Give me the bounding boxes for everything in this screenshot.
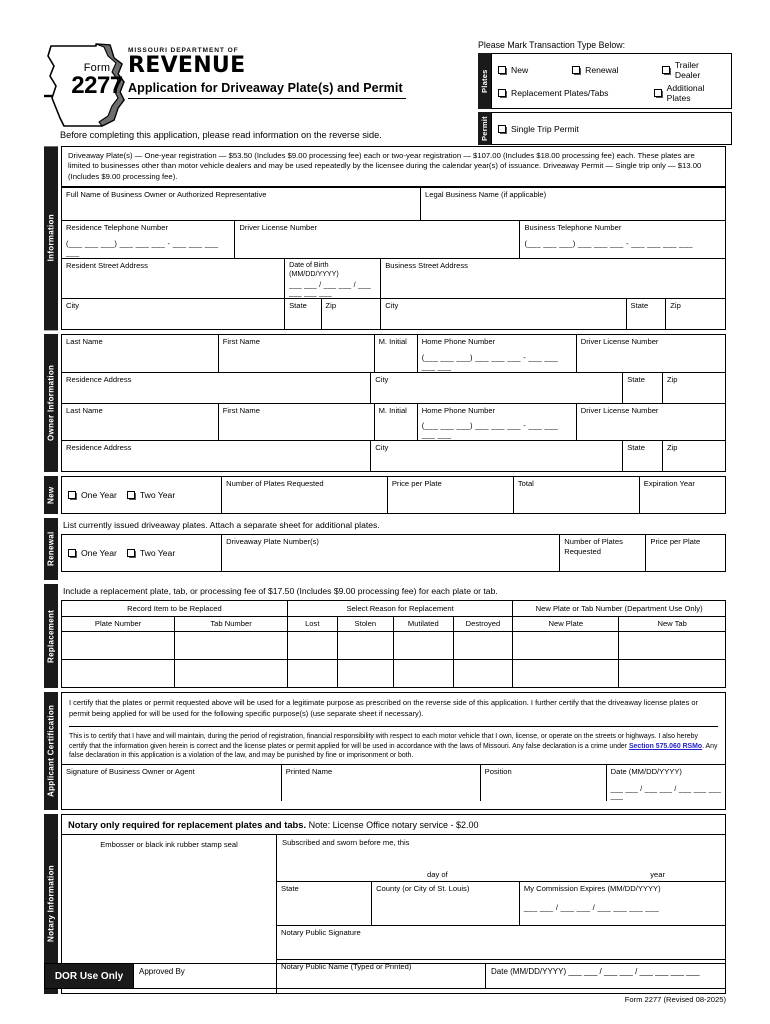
field-business-telephone-number[interactable] xyxy=(519,221,725,257)
notary-heading-bold: Notary only required for replacement plates and tabs. xyxy=(68,819,307,831)
checkbox-icon[interactable] xyxy=(68,549,76,557)
plates-transaction-row xyxy=(478,53,732,109)
field-label: Driver License Number xyxy=(580,405,659,415)
field-owner2-first-name[interactable] xyxy=(218,404,374,440)
field-legal-business-name[interactable] xyxy=(420,188,725,220)
field-subscribed-sworn[interactable] xyxy=(277,835,725,881)
field-resident-zip[interactable] xyxy=(321,299,381,329)
owner1-row-address xyxy=(62,372,725,403)
certification-purpose-write-line[interactable] xyxy=(69,726,718,727)
table-row[interactable] xyxy=(62,659,725,687)
field-label: My Commission Expires (MM/DD/YYYY) xyxy=(523,884,661,894)
section-owner-information xyxy=(44,334,726,472)
cell-new-plate[interactable] xyxy=(513,659,619,687)
col-stolen: Stolen xyxy=(337,616,393,631)
field-resident-street-address[interactable] xyxy=(62,259,284,299)
checkbox-trailer-dealer-label: Trailer Dealer xyxy=(674,59,701,80)
col-new-plate: New Plate xyxy=(513,616,619,631)
title-underline xyxy=(128,98,406,99)
year-label: year xyxy=(650,870,665,880)
checkbox-additional-plates-label: Additional Plates xyxy=(666,82,705,103)
field-label: Total xyxy=(517,479,534,489)
cell-plate-number[interactable] xyxy=(62,631,175,659)
renewal-year-choice xyxy=(62,535,221,571)
checkbox-renewal-two-year[interactable] xyxy=(127,548,175,558)
dob-blank-line: ___ ___ / ___ ___ / ___ ___ ___ ___ xyxy=(289,281,371,298)
field-renewal-plate-numbers[interactable] xyxy=(221,535,559,571)
checkbox-icon[interactable] xyxy=(498,125,506,133)
cell-tab-number[interactable] xyxy=(175,631,288,659)
checkbox-renewal[interactable] xyxy=(572,60,662,80)
subscribed-label: Subscribed and sworn before me, this xyxy=(282,838,410,848)
section-tab-owner-information: Owner Information xyxy=(44,334,58,472)
field-owner1-first-name[interactable] xyxy=(218,335,374,371)
field-label: Position xyxy=(484,767,512,777)
field-owner1-residence-address[interactable] xyxy=(62,373,370,403)
page-header xyxy=(0,0,770,141)
new-year-choice xyxy=(62,477,221,513)
replacement-table xyxy=(62,601,725,687)
notary-heading xyxy=(62,815,725,835)
field-label: Residence Telephone Number xyxy=(66,223,169,233)
field-label: Price per Plate xyxy=(391,479,442,489)
phone-blank-line: (___ ___ ___) ___ ___ ___ - ___ ___ ___ ___ xyxy=(421,352,559,371)
col-lost: Lost xyxy=(287,616,337,631)
col-destroyed: Destroyed xyxy=(453,616,513,631)
form-sections xyxy=(44,146,726,998)
checkbox-icon[interactable] xyxy=(654,89,662,97)
field-dor-date[interactable] xyxy=(485,964,725,988)
cell-lost[interactable] xyxy=(287,659,337,687)
renewal-body xyxy=(61,518,726,580)
field-label: Last Name xyxy=(66,405,103,415)
field-label: Zip xyxy=(325,301,337,311)
section-tab-new: New xyxy=(44,476,58,514)
checkbox-renewal-one-year[interactable] xyxy=(68,548,117,558)
field-label: State xyxy=(627,443,645,453)
field-new-total[interactable] xyxy=(513,477,639,513)
checkbox-replacement-plates-tabs[interactable] xyxy=(498,83,654,103)
field-label: Residence Address xyxy=(66,443,132,453)
dor-use-only-bar xyxy=(44,963,726,989)
form-number-block xyxy=(62,62,132,100)
checkbox-new-one-year[interactable] xyxy=(68,490,117,500)
cell-tab-number[interactable] xyxy=(175,659,288,687)
section-tab-notary-information: Notary Information xyxy=(44,814,58,994)
cell-stolen[interactable] xyxy=(337,631,393,659)
checkbox-replacement-label: Replacement Plates/Tabs xyxy=(511,87,609,98)
form-number: 2277 xyxy=(71,72,123,99)
field-label: Home Phone Number xyxy=(421,405,496,415)
date-blank-line: ___ ___ / ___ ___ / ___ ___ ___ ___ xyxy=(610,785,722,800)
info-row-city-state-zip xyxy=(62,298,725,329)
page-title: Application for Driveaway Plate(s) and Permit xyxy=(128,81,403,95)
checkbox-icon[interactable] xyxy=(662,66,670,74)
field-label: Price per Plate xyxy=(650,537,701,547)
notary-sworn-row xyxy=(277,835,725,881)
field-label: Number of Plates Requested xyxy=(226,479,324,489)
field-commission-expires[interactable] xyxy=(519,882,725,925)
certification-paragraph-2 xyxy=(62,732,725,765)
notary-heading-rest: Note: License Office notary service - $2.00 xyxy=(306,820,479,831)
field-label: State xyxy=(289,301,307,311)
department-branding xyxy=(128,47,458,99)
checkbox-icon[interactable] xyxy=(498,66,506,74)
field-label: Residence Address xyxy=(66,374,132,384)
checkbox-icon[interactable] xyxy=(498,89,506,97)
checkbox-new[interactable] xyxy=(498,60,572,80)
date-blank-line: ___ ___ / ___ ___ / ___ ___ ___ ___ xyxy=(523,903,659,913)
field-residence-telephone-number[interactable] xyxy=(62,221,234,257)
field-owner2-last-name[interactable] xyxy=(62,404,218,440)
phone-blank-line: (___ ___ ___) ___ ___ ___ - ___ ___ ___ ___ xyxy=(66,238,219,257)
field-label: Zip xyxy=(666,443,678,453)
field-label: Zip xyxy=(666,374,678,384)
owner2-row-address xyxy=(62,440,725,471)
permit-side-tab: Permit xyxy=(478,112,491,145)
field-label: Home Phone Number xyxy=(421,337,496,347)
field-resident-city[interactable] xyxy=(62,299,284,329)
cell-stolen[interactable] xyxy=(337,659,393,687)
field-owner2-driver-license[interactable] xyxy=(576,404,725,440)
field-certification-date[interactable] xyxy=(606,765,725,800)
section-tab-information: Information xyxy=(44,146,58,330)
checkbox-renewal-label: Renewal xyxy=(585,64,619,75)
section-tab-applicant-certification: Applicant Certification xyxy=(44,692,58,810)
field-label: Business Telephone Number xyxy=(524,223,622,233)
renewal-table xyxy=(61,534,726,572)
field-label: Driver License Number xyxy=(239,223,318,233)
field-label: Driver License Number xyxy=(580,337,659,347)
checkbox-trailer-dealer[interactable] xyxy=(662,60,725,80)
field-label: M. Initial xyxy=(378,405,407,415)
notary-state-county-row xyxy=(277,881,725,925)
checkbox-icon[interactable] xyxy=(68,491,76,499)
field-driver-license-number[interactable] xyxy=(234,221,519,257)
field-label: Expiration Year xyxy=(643,479,695,489)
field-owner1-driver-license[interactable] xyxy=(576,335,725,371)
field-business-zip[interactable] xyxy=(665,299,725,329)
before-completing-note: Before completing this application, please read information on the reverse side. xyxy=(60,130,382,140)
field-date-of-birth[interactable] xyxy=(284,259,380,299)
header-new-plate-or-tab-number: New Plate or Tab Number (Department Use Only) xyxy=(513,601,725,616)
header-record-item-to-be-replaced: Record Item to be Replaced xyxy=(62,601,287,616)
section-renewal xyxy=(44,518,726,580)
field-business-street-address[interactable] xyxy=(380,259,725,299)
date-blank-line: ___ ___ / ___ ___ / ___ ___ ___ ___ xyxy=(568,967,700,976)
field-new-price-per-plate[interactable] xyxy=(387,477,513,513)
cell-new-tab[interactable] xyxy=(619,659,725,687)
replacement-group-header-row xyxy=(62,601,725,616)
phone-blank-line: (___ ___ ___) ___ ___ ___ - ___ ___ ___ ___ xyxy=(524,238,693,248)
cell-new-plate[interactable] xyxy=(513,631,619,659)
field-notary-public-signature[interactable] xyxy=(277,926,725,959)
renewal-note: List currently issued driveaway plates. Attach a separate sheet for additional plates. xyxy=(63,520,380,531)
statute-link[interactable]: Section 575.060 RSMo xyxy=(628,742,703,750)
field-notary-state[interactable] xyxy=(277,882,371,925)
field-label: State xyxy=(627,374,645,384)
field-owner1-home-phone[interactable] xyxy=(417,335,576,371)
checkbox-single-trip-permit[interactable] xyxy=(498,124,725,134)
certification-body xyxy=(61,692,726,810)
renewal-row xyxy=(62,535,725,571)
col-mutilated: Mutilated xyxy=(393,616,453,631)
field-label: Printed Name xyxy=(285,767,333,777)
department-prefix: MISSOURI DEPARTMENT OF xyxy=(128,47,239,54)
field-owner2-home-phone[interactable] xyxy=(417,404,576,440)
field-label: Resident Street Address xyxy=(66,260,148,270)
section-applicant-certification xyxy=(44,692,726,810)
field-owner1-zip[interactable] xyxy=(662,373,725,403)
field-label: Last Name xyxy=(66,337,103,347)
section-tab-replacement: Replacement xyxy=(44,584,58,688)
checkbox-label: One Year xyxy=(81,548,117,559)
field-new-expiration-year[interactable] xyxy=(639,477,725,513)
field-label: City xyxy=(66,301,80,311)
field-business-state[interactable] xyxy=(626,299,666,329)
day-of-label: day of xyxy=(427,870,448,880)
field-resident-state[interactable] xyxy=(284,299,320,329)
field-approved-by[interactable] xyxy=(133,964,485,988)
field-label: City xyxy=(385,301,399,311)
field-position[interactable] xyxy=(480,765,606,800)
new-row xyxy=(62,477,725,513)
field-owner1-last-name[interactable] xyxy=(62,335,218,371)
info-row-street xyxy=(62,258,725,299)
transaction-type-heading: Please Mark Transaction Type Below: xyxy=(478,40,626,50)
field-owner1-state[interactable] xyxy=(622,373,662,403)
section-new xyxy=(44,476,726,514)
field-new-number-of-plates[interactable] xyxy=(221,477,387,513)
field-owner2-state[interactable] xyxy=(622,441,662,471)
replacement-note: Include a replacement plate, tab, or processing fee of $17.50 (Includes $9.00 processing fee) for each plate or tab. xyxy=(63,586,498,597)
department-name: REVENUE xyxy=(128,53,246,78)
field-printed-name[interactable] xyxy=(281,765,480,800)
field-owner2-residence-address[interactable] xyxy=(62,441,370,471)
owner1-row-name xyxy=(62,335,725,371)
field-label: Date (MM/DD/YYYY) xyxy=(610,767,682,777)
header-select-reason-for-replacement: Select Reason for Replacement xyxy=(287,601,512,616)
section-tab-renewal: Renewal xyxy=(44,518,58,580)
checkbox-label: One Year xyxy=(81,490,117,501)
fee-intro-text: Driveaway Plate(s) — One-year registration — $53.50 (Includes $9.00 processing fee) each or two-year registration — $107.00 (Includes $18.00 processing fee) each. These plates are limited to businesses other than motor vehicle dealers and may be used repeatedly by the licensee during the calendar year(s) of issuance. Driveaway Permit — Single trip only — $13.00 (Includes $9.00 processing fee). xyxy=(62,147,725,187)
new-body xyxy=(61,476,726,514)
replacement-table-wrap xyxy=(61,600,726,688)
field-owner1-middle-initial[interactable] xyxy=(374,335,417,371)
field-label: Business Street Address xyxy=(385,260,468,270)
table-row[interactable] xyxy=(62,631,725,659)
info-row-names xyxy=(62,187,725,220)
field-label: Date (MM/DD/YYYY) xyxy=(491,967,567,976)
field-label: Number of Plates Requested xyxy=(564,537,623,556)
field-label: County (or City of St. Louis) xyxy=(376,884,470,894)
cert-p2-part-a: This is to certify that I have and will maintain, during the period of registration, financial responsibility with respect to each motor vehicle that I own, license, or operate on the streets or highways. I also hereby certify that the information given herein is correct and the license plates or permit applied for will be used in accordance with the laws of Missouri. Any false declaration is a crime under xyxy=(69,733,698,750)
info-row-phones xyxy=(62,220,725,257)
checkbox-icon[interactable] xyxy=(572,66,580,74)
col-new-tab: New Tab xyxy=(619,616,725,631)
field-label: First Name xyxy=(222,405,260,415)
checkbox-label: Two Year xyxy=(139,548,176,559)
notary-signature-row xyxy=(277,925,725,959)
field-label: Notary Public Signature xyxy=(281,928,361,938)
field-renewal-price-per-plate[interactable] xyxy=(645,535,725,571)
phone-blank-line: (___ ___ ___) ___ ___ ___ - ___ ___ ___ ___ xyxy=(421,421,559,440)
replacement-body xyxy=(61,584,726,688)
cell-lost[interactable] xyxy=(287,631,337,659)
section-information xyxy=(44,146,726,330)
field-label: Driveaway Plate Number(s) xyxy=(226,537,319,547)
field-label: First Name xyxy=(222,337,260,347)
cert-p2-part-b: . Any false declaration in this application is a violation of the law, and may be punished by fine or imprisonment or both. xyxy=(69,742,718,759)
field-label: Notary Public Name (Typed or Printed) xyxy=(281,962,412,972)
checkbox-additional-plates[interactable] xyxy=(654,83,725,103)
cell-plate-number[interactable] xyxy=(62,659,175,687)
field-label: Full Name of Business Owner or Authorized Representative xyxy=(66,190,267,200)
replacement-column-header-row xyxy=(62,616,725,631)
field-label: Signature of Business Owner or Agent xyxy=(66,767,195,777)
field-label: M. Initial xyxy=(378,337,407,347)
checkbox-icon[interactable] xyxy=(127,549,135,557)
checkbox-single-trip-permit-label: Single Trip Permit xyxy=(511,123,579,134)
plates-options-box xyxy=(491,53,732,109)
field-business-city[interactable] xyxy=(380,299,625,329)
field-owner2-zip[interactable] xyxy=(662,441,725,471)
section-replacement xyxy=(44,584,726,688)
col-plate-number: Plate Number xyxy=(62,616,175,631)
field-owner2-city[interactable] xyxy=(370,441,622,471)
field-label: Legal Business Name (if applicable) xyxy=(425,190,547,200)
checkbox-new-label: New xyxy=(511,64,529,75)
field-renewal-number-of-plates[interactable] xyxy=(559,535,645,571)
field-signature-of-business-owner[interactable] xyxy=(62,765,281,800)
checkbox-label: Two Year xyxy=(139,490,176,501)
checkbox-new-two-year[interactable] xyxy=(127,490,175,500)
plates-side-tab: Plates xyxy=(478,53,491,109)
dor-use-only-tag: DOR Use Only xyxy=(45,964,133,988)
cell-mutilated[interactable] xyxy=(393,631,453,659)
field-label: Date of Birth (MM/DD/YYYY) xyxy=(289,260,339,278)
form-word-label: Form xyxy=(83,62,111,74)
field-notary-county[interactable] xyxy=(371,882,519,925)
field-label: City xyxy=(375,374,389,384)
cell-destroyed[interactable] xyxy=(453,659,513,687)
form-revision-footer: Form 2277 (Revised 08-2025) xyxy=(624,995,726,1004)
transaction-type-block xyxy=(478,40,732,145)
owner2-row-name xyxy=(62,403,725,440)
field-label: Approved By xyxy=(139,967,185,976)
certification-signature-row xyxy=(62,765,725,800)
col-tab-number: Tab Number xyxy=(175,616,288,631)
field-owner1-city[interactable] xyxy=(370,373,622,403)
cell-new-tab[interactable] xyxy=(619,631,725,659)
certification-paragraph-1: I certify that the plates or permit requested above will be used for a legitimate purpose as prescribed on the reverse side of this application. I further certify that the driveaway license plates or permit being applied for will be used for the following specific purpose(s) (use separate sheet if necessary). xyxy=(69,698,699,718)
owner-information-body xyxy=(61,334,726,472)
cell-destroyed[interactable] xyxy=(453,631,513,659)
cell-mutilated[interactable] xyxy=(393,659,453,687)
field-label: Zip xyxy=(670,301,681,311)
field-label: City xyxy=(375,443,389,453)
permit-transaction-row xyxy=(478,112,732,145)
notary-seal-label: Embosser or black ink rubber stamp seal xyxy=(100,840,238,850)
field-owner2-middle-initial[interactable] xyxy=(374,404,417,440)
field-full-name-of-business-owner[interactable] xyxy=(62,188,420,220)
field-label: State xyxy=(630,301,649,311)
permit-options-box xyxy=(491,112,732,145)
information-body xyxy=(61,146,726,330)
checkbox-icon[interactable] xyxy=(127,491,135,499)
field-label: State xyxy=(281,884,299,894)
